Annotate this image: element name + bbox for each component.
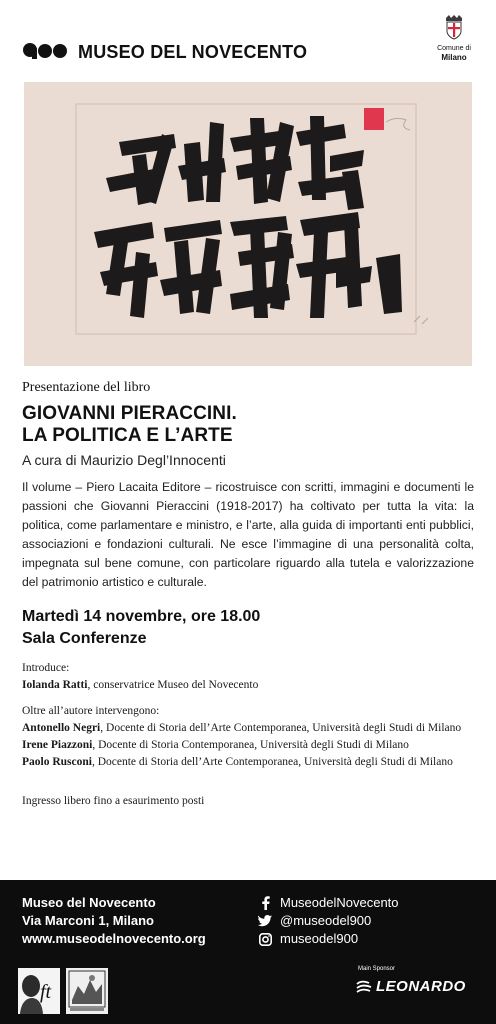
svg-text:ft: ft [40,981,52,1003]
footer [0,880,496,1024]
speakers-section [22,703,474,771]
facebook-link[interactable] [258,894,399,912]
speakers-label: Oltre all’autore intervengono: [22,705,160,717]
speaker-item [22,720,474,737]
logo-900-icon [22,42,68,60]
event-title [22,403,474,447]
event-title-line2: LA POLITICA E L’ARTE [22,425,233,446]
event-title-line1: GIOVANNI PIERACCINI. [22,403,237,424]
introducer-role: , conservatrice Museo del Novecento [87,679,259,691]
milano-label: Milano [441,53,467,62]
museum-logo-900[interactable] [22,42,68,60]
entry-note: Ingresso libero fino a esaurimento posti [22,795,205,807]
sponsor-label: Main Sponsor [358,966,396,972]
city-crest-icon [443,14,465,40]
facebook-icon [258,896,272,910]
partner-illustration-logo[interactable] [66,968,108,1014]
speaker-item [22,754,474,771]
sponsor-logo[interactable] [356,978,466,995]
introduction-label: Introduce: [22,662,70,674]
portrait-ft-logo-icon [18,968,60,1014]
footer-address: Via Marconi 1, Milano [22,913,154,928]
abstract-artwork [24,82,472,366]
sponsor-name: LEONARDO [376,978,466,995]
event-kicker: Presentazione del libro [22,380,151,395]
comune-di-milano-logo[interactable] [434,14,474,62]
introducer-name: Iolanda Ratti [22,679,88,691]
event-description: Il volume – Piero Lacaita Editore – ricostruisce con scritti, immagini e documenti le passioni che Giovanni Pieraccini (1918-2017) ha coltivato per tutta la vita: la politica, come parlamentare e ministro, e l’arte, alla guida di importanti enti pubblici, associazioni e fondazioni culturali. Ne esce l’immagine di una personalità colta, impegnata sul bene comune, con particolare riguardo alla tutela e valorizzazione del patrimonio artistico e culturale. [22,480,474,589]
instagram-handle: museodel900 [280,931,359,946]
speaker-role: , Docente di Storia dell’Arte Contemporanea, Università degli Studi di Milano [91,756,453,768]
introducer [22,677,474,694]
speaker-role: , Docente di Storia Contemporanea, Università degli Studi di Milano [92,739,409,751]
event-venue: Sala Conferenze [22,630,147,647]
artwork-image [24,82,472,366]
brand-title: MUSEO DEL NOVECENTO [78,42,308,62]
speaker-name: Paolo Rusconi [22,756,92,768]
speaker-name: Irene Piazzoni [22,739,93,751]
foundation-logo[interactable] [18,968,60,1014]
footer-museum-name: Museo del Novecento [22,895,156,910]
instagram-icon [258,932,272,946]
footer-social [258,894,399,948]
instagram-link[interactable] [258,930,399,948]
introduction-section [22,660,474,694]
speaker-role: , Docente di Storia dell’Arte Contemporanea, Università degli Studi di Milano [100,722,462,734]
partner-logos [18,968,108,1014]
event-content [22,380,474,810]
speaker-item [22,737,474,754]
twitter-handle: @museodel900 [280,913,372,928]
twitter-icon [258,914,272,928]
footer-contact [22,894,206,948]
event-date: Martedì 14 novembre, ore 18.00 [22,608,261,625]
speaker-name: Antonello Negri [22,722,101,734]
leonardo-icon [356,980,372,994]
twitter-link[interactable] [258,912,399,930]
facebook-handle: MuseodelNovecento [280,895,399,910]
header [22,36,474,76]
event-date-venue [22,606,474,650]
illustration-logo-icon [66,968,108,1014]
red-stamp-mark [364,108,384,130]
footer-website-link[interactable]: www.museodelnovecento.org [22,931,206,946]
event-curator: A cura di Maurizio Degl’Innocenti [22,452,226,468]
comune-label: Comune di [437,45,471,52]
